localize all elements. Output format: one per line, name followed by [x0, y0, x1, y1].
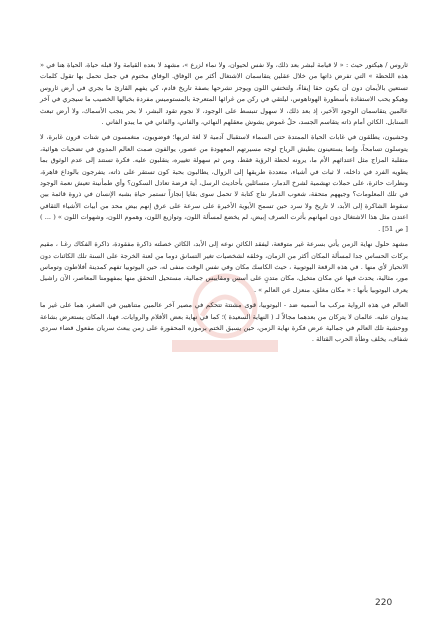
paragraph-4: العالم في هذه الرواية مركب ما أسميه ضد - اليوتوبيا، قوى مشتتة تتحكم في مصير آخر عالمين متناهيين في الصغر، هما على غير ما يبدوان عليه. عالمان لا يتركان من بعدهما مجالاً لـ ( النهاية السعيدة )؛ كما في نهاية بعض الأفلام والروايات. فهنا، المكان يستعرض بشاعة ووحشية تلك العالم في جمالية عرض فكرة نهاية الزمن، حين يسبق الختم برموزه المحفورة على زمن يبعث سريان مفعول فضاء سردي شفاف، يخلف وطأة الحرب القتالة . [40, 301, 408, 344]
page-number: 220 [375, 598, 393, 608]
body-text [40, 60, 408, 350]
paragraph-3: مشهد حلول نهاية الزمن يأتي بسرعة غير متوقعة، ليفقد الكائن نوعه إلى الأبد، الكائن خصلته ذاكرة مفقودة، ذاكرة الفكاك رغـا ، مقيم بركات الحساس جدا لمسألة المكان أكثر من الزمان، وخلقه لشخصيات تغير التسانق دوما من لعنة الخرجة على السنة تلك الكائنات دون الانحياز لأي منها . في هذه الرقعة اليوتوبية ، حيث الكاسك مكان وفي نفس الوقت منفى له، حين اليوتوبيا تفهم كمدينة أفلاطون وتوماس مور، مثالية، يحدث فيها عن مكان متخيل، مكان متدنٍ على أسس ومقاييس جمالية، مستحيل التحقق منها بمفهومنا المعاصر، الآن راشيل يعرف اليوتوبيا بأنها : « مكان مغلق، منعزل عن العالم » . [40, 240, 408, 294]
paragraph-2: وحشيون، يطلقون في غابات الحياة الممتدة حتى السماء لاستقبال آدمية لا لغة لتربها؛ فوضويون، منغمسون في شتات قرون غابرة، لا يتوسلون تسامحاً، وإنما يستعينون بطيش الرياح لوجه مسيرتهم المعهودة من عصور، يوالفون صمت العالم المدوي في تضحيات هوائية، متقلبة المزاج مثل اعتدائهم الأم ما، يرونه لحظة الرؤية فقط، ومن ثم سهولة تغييره، ينقلبون عليه. فكرة تستند إلى عدم الوثوق بما يطويه الفرد في داخله، لا ثبات في أشياء، متعددة طريقها إلى الزوال، يطالبون بحبة كون تستقر على ذاته، يتفرجون بالوداع قاهرة، ونظرات حائرة، على حملات تهشمية لشرخ الدمار، متسائلين بأحاديث الرسل، أية فرضة تعادل السكون؟ وأي طمأنينة تعيش نعمة الوجود في تلك المعلومات؟ وجيههم متحفة، شعوب الدمار نتاج كتابة لا تحمل سوى بقايا إنجازاً تستمر حياة بشبه الإنسان في ذروة قائمة بين سقوط الشاكرة إلى الأبد، لا تاريخ ولا سرد حين تسمح الأيوية الأخيرة على سرعة على عرق إنهم بيض محد من أبيات الأشياء الثقافي اعتدن مثل هذا الاشتغال دون امهانهم بأثرت الصرف إبيض، لم يخضع لمسألة اللون، وتوازيع اللون، وهموم اللون، وشهوات اللون » ( ... ) [ ص 51] . [40, 133, 409, 233]
paragraph-1: ثاروس / هيكتور حيث : « لا قيامة لبشر بعد ذلك، ولا نفس لحيوان، ولا نماء لزرع »، مشهد لا بعده القيامة ولا قبله حياة، الحياة هنا في « هذه اللحظة » التي تفرض ذاتها من خلال عقلين يتقاسمان الاشتغال أكثر من الوفاق. الوفاق مختوم في جمل تحمل بها تقول كلمات تستعين بالأيمان دون أن يكون حقا إيفاءً، ولتختفي اللون ويوجز تشرحها بصفة تاريخ قادم، كي يفهم القارئ ما يجري في أرض ثاروس وهيكو يحب الاستفادة بأسطورة الهوتاهوس، ليلتقي في ركن من غرائها المتعرجة بالمستوميس مفردة بخيالها الخصيب ما سيجري في آخر عالمين يتقاسمان الوجود الآخير، إذ بعد ذلك، لا سهول تنبسط على الوجود، لا نجوم تقود البشر، لا بحر ينجب الأسماك، ولا أرض تبعث السنابل. الكائن أمام ذاته يتقاسم الجسد، حلٌ غموض يشوش معقلهم النهائي، والفاني، والفاني في ما يبدو الفاني . [40, 61, 408, 127]
